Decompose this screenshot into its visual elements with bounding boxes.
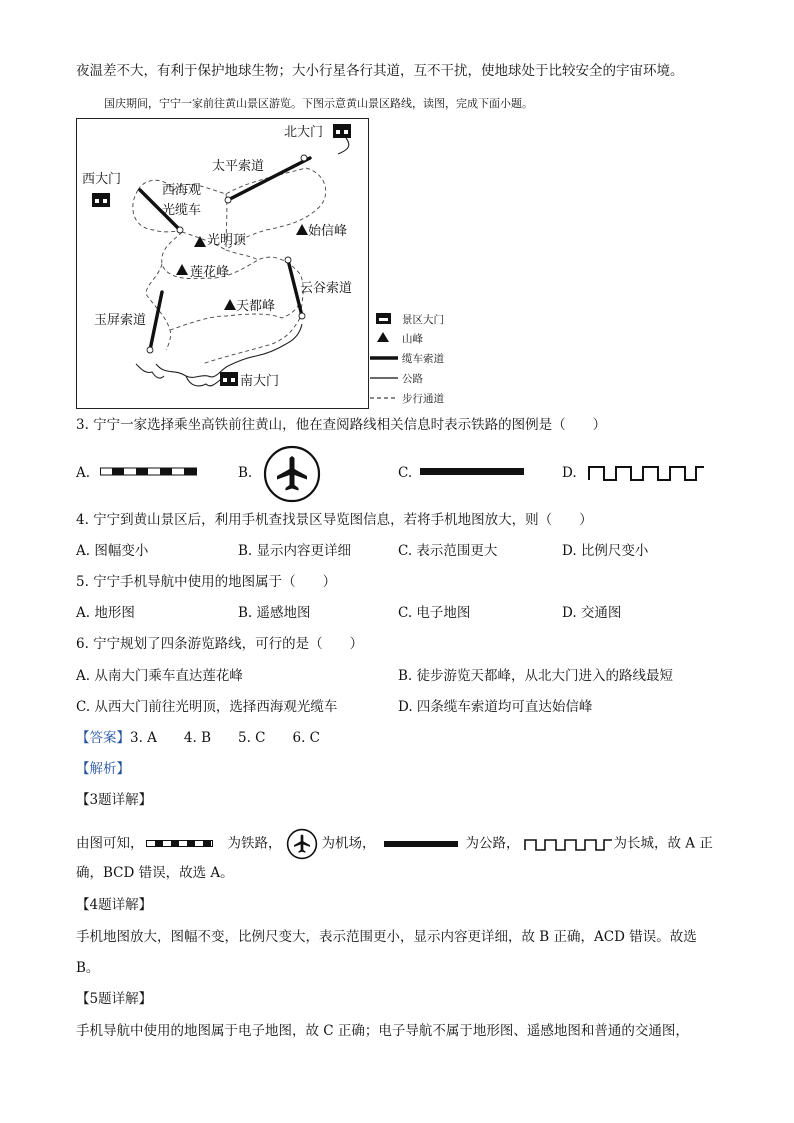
q4-option-c[interactable]: C. 表示范围更大 [398,543,498,559]
q6-stem: 6. 宁宁规划了四条游览路线，可行的是（ ） [76,636,364,652]
label-yungu: 云谷索道 [300,281,353,296]
q5-option-b[interactable]: B. 遥感地图 [238,605,311,621]
q6-option-a[interactable]: A. 从南大门乘车直达莲花峰 [76,668,243,684]
q3-detail-part3: 为机场， [321,835,376,852]
map-legend [370,313,444,405]
q3-detail-line2: 确，BCD 错误，故选 A。 [76,865,234,881]
label-west-gate: 西大门 [82,172,122,187]
q6-option-d[interactable]: D. 四条缆车索道均可直达始信峰 [398,699,593,715]
legend-footpath: 步行通道 [402,393,444,405]
gate-icon [92,193,110,207]
gate-icon [333,124,351,138]
q3-detail-part2: 为铁路， [227,835,282,852]
great-wall-symbol [588,462,706,482]
q6-option-c[interactable]: C. 从西大门前往光明顶，选择西海观光缆车 [76,699,338,715]
legend-gate: 景区大门 [402,314,444,326]
label-shixin: 始信峰 [308,224,348,239]
label-xihai-2: 光缆车 [162,203,202,218]
answer-tag: 【答案】 [76,730,130,746]
q4-option-d[interactable]: D. 比例尺变小 [562,543,649,559]
label-north-gate: 北大门 [284,125,324,140]
q4-detail-title: 【4题详解】 [76,897,153,913]
airport-icon-inline [286,828,318,860]
railway-symbol [100,466,198,478]
q3-option-b-label[interactable]: B. [238,465,253,481]
q5-option-c[interactable]: C. 电子地图 [398,605,471,621]
airport-icon [262,444,322,504]
q4-detail-line2: B。 [76,960,100,976]
peak-icon [194,236,206,247]
legend-cableway: 缆车索道 [402,353,444,365]
road-symbol-inline [384,840,458,848]
q3-detail-part4: 为公路， [465,835,520,852]
legend-peak: 山峰 [402,333,423,345]
q3-option-a-label[interactable]: A. [76,465,91,481]
railway-symbol-inline [146,839,214,849]
q5-detail-title: 【5题详解】 [76,991,153,1007]
q3-detail-line1 [76,828,713,860]
huangshan-route-map [76,118,476,410]
q3-stem: 3. 宁宁一家选择乘坐高铁前往黄山，他在查阅路线相关信息时表示铁路的图例是（ ） [76,417,607,433]
q3-detail-title: 【3题详解】 [76,792,153,808]
label-taiping: 太平索道 [212,159,265,174]
q5-detail-line1: 手机导航中使用的地图属于电子地图，故 C 正确；电子导航不属于地形图、遥感地图和普通的交通图， [76,1023,689,1039]
q3-detail-part1: 由图可知， [76,835,144,852]
context-line: 国庆期间，宁宁一家前往黄山景区游览。下图示意黄山景区路线，读图，完成下面小题。 [104,97,533,110]
great-wall-symbol-inline [524,837,614,851]
q3-option-d-label[interactable]: D. [562,465,577,481]
gate-icon [220,372,238,386]
analysis-tag: 【解析】 [76,761,130,777]
road-symbol [420,467,524,477]
q5-stem: 5. 宁宁手机导航中使用的地图属于（ ） [76,574,337,590]
q5-option-d[interactable]: D. 交通图 [562,605,622,621]
q3-option-c-label[interactable]: C. [398,465,413,481]
road-network [136,138,349,386]
peak-icon [296,224,308,235]
label-yuping: 玉屏索道 [94,313,147,328]
q5-option-a[interactable]: A. 地形图 [76,605,135,621]
legend-road: 公路 [402,373,423,385]
label-xihai-1: 西海观 [162,183,202,198]
q4-option-a[interactable]: A. 图幅变小 [76,543,149,559]
label-tiandu: 天都峰 [236,299,276,314]
answer-line [76,729,320,747]
peak-icon [224,299,236,310]
q4-detail-line1: 手机地图放大，图幅不变，比例尺变大，表示范围更小，显示内容更详细，故 B 正确，ACD 错误。故选 [76,929,697,945]
q6-option-b[interactable]: B. 徒步游览天都峰，从北大门进入的路线最短 [398,668,674,684]
q3-detail-part5: 为长城，故 A 正 [613,835,713,852]
q4-option-b[interactable]: B. 显示内容更详细 [238,543,352,559]
answer-text: 3. A 4. B 5. C 6. C [130,730,321,746]
label-guangming: 光明顶 [207,233,247,248]
q4-stem: 4. 宁宁到黄山景区后，利用手机查找景区导览图信息，若将手机地图放大，则（ ） [76,512,593,528]
intro-line: 夜温差不大，有利于保护地球生物；大小行星各行其道，互不干扰，使地球处于比较安全的宇宙环境。 [76,63,684,79]
peak-icon [176,264,188,275]
yuping-cableway [150,292,162,350]
label-lianhua: 莲花峰 [190,265,230,280]
label-south-gate: 南大门 [240,374,280,389]
